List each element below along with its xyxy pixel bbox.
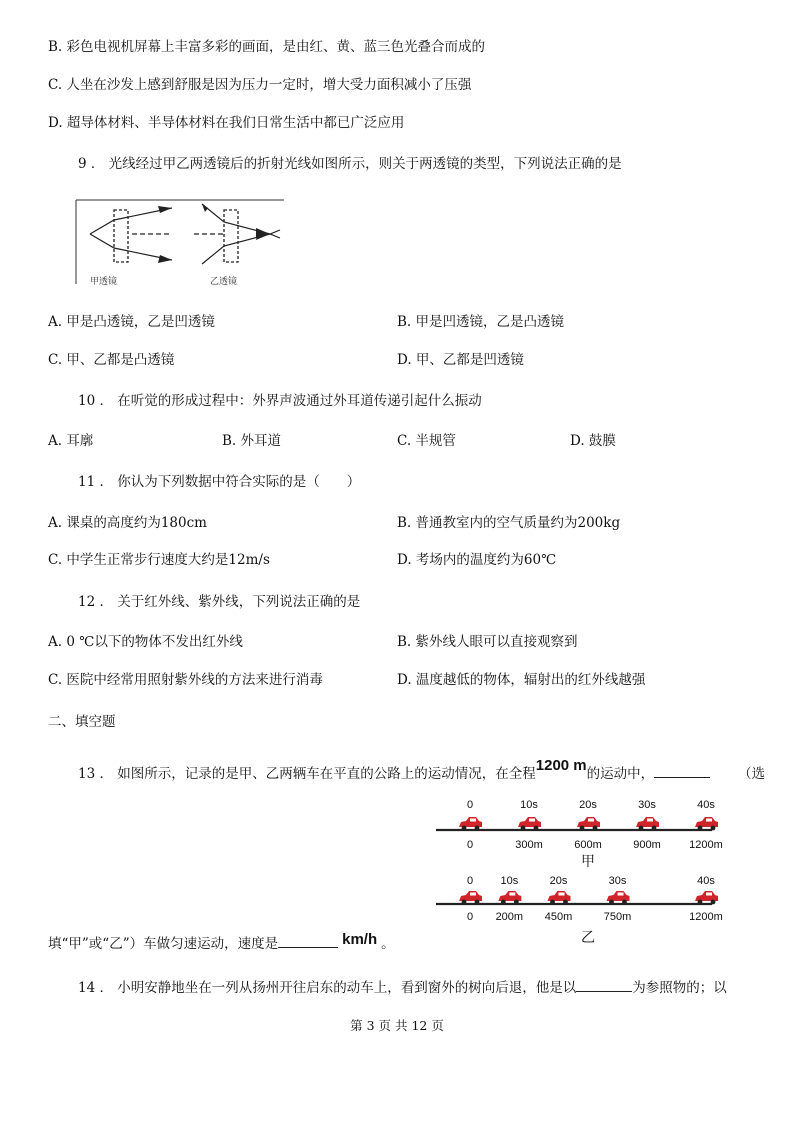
q9-stem: 9 ． 光线经过甲乙两透镜后的折射光线如图所示，则关于两透镜的类型，下列说法正确的是	[78, 156, 622, 172]
q12-stem: 12 ． 关于红外线、紫外线，下列说法正确的是	[78, 594, 361, 610]
q9-option-b: B. 甲是凹透镜，乙是凸透镜	[397, 314, 565, 330]
car-icon	[498, 891, 521, 904]
jia-track	[436, 799, 723, 869]
q14-stem-b: 为参照物的；以	[632, 980, 727, 996]
q13-line2-a: 填“甲”或“乙”）车做匀速运动，速度是	[48, 936, 279, 952]
car-motion-figure	[432, 796, 723, 948]
q9-option-a: A. 甲是凸透镜，乙是凹透镜	[48, 314, 215, 330]
q13-stem-b: 的运动中，	[586, 766, 655, 782]
position-label: 900m	[633, 839, 661, 851]
time-label: 30s	[638, 799, 656, 811]
fig-label-yi: 乙透镜	[210, 276, 238, 286]
track-label: 乙	[581, 929, 595, 945]
car-icon	[695, 817, 718, 830]
q14-stem-a: 14 ． 小明安静地坐在一列从扬州开往启东的动车上，看到窗外的树向后退，他是以	[78, 980, 577, 996]
car-icon	[518, 817, 541, 830]
q12-option-b: B. 紫外线人眼可以直接观察到	[397, 634, 578, 650]
section-title: 二、填空题	[48, 714, 116, 730]
position-label: 200m	[495, 911, 524, 923]
q13-distance: 1200 m	[535, 757, 587, 774]
position-label: 750m	[603, 911, 632, 923]
q11-option-a: A. 课桌的高度约为180cm	[48, 515, 207, 531]
q13-blank-2[interactable]	[278, 934, 338, 948]
q13-stem-line2	[48, 931, 395, 953]
car-icon	[459, 891, 482, 904]
position-label: 450m	[544, 911, 573, 923]
option-c-prev: C. 人坐在沙发上感到舒服是因为压力一定时，增大受力面积减小了压强	[48, 77, 472, 93]
q13-line2-b: 。	[381, 936, 395, 952]
q12-option-a: A. 0 ℃以下的物体不发出红外线	[48, 634, 243, 650]
car-icon	[695, 891, 718, 904]
track-label: 甲	[581, 853, 595, 869]
position-label: 1200m	[689, 911, 723, 923]
time-label: 40s	[697, 799, 715, 811]
q11-option-c: C. 中学生正常步行速度大约是12m/s	[48, 552, 270, 568]
time-label: 20s	[549, 875, 568, 887]
q13-stem-line1	[78, 757, 766, 783]
q13-blank-1[interactable]	[654, 764, 710, 778]
q11-option-b: B. 普通教室内的空气质量约为200kg	[397, 515, 621, 531]
q10-option-c: C. 半规管	[397, 433, 456, 449]
q10-option-a: A. 耳廓	[48, 433, 94, 449]
q14-blank-1[interactable]	[576, 978, 632, 992]
car-icon	[636, 817, 659, 830]
fig-label-jia: 甲透镜	[90, 276, 118, 286]
q12-option-d: D. 温度越低的物体，辐射出的红外线越强	[397, 672, 646, 688]
q10-stem: 10 ． 在听觉的形成过程中：外界声波通过外耳道传递引起什么振动	[78, 393, 482, 409]
option-d-prev: D. 超导体材料、半导体材料在我们日常生活中都已广泛应用	[48, 115, 405, 131]
q10-option-d: D. 鼓膜	[570, 433, 616, 449]
q9-option-c: C. 甲、乙都是凸透镜	[48, 352, 175, 368]
q14-stem	[78, 978, 727, 997]
q9-option-d: D. 甲、乙都是凹透镜	[397, 352, 524, 368]
q13-stem-c: （选	[738, 766, 766, 782]
q12-option-c: C. 医院中经常用照射紫外线的方法来进行消毒	[48, 672, 323, 688]
time-label: 0	[466, 875, 474, 887]
time-label: 10s	[500, 875, 519, 887]
car-icon	[548, 891, 571, 904]
time-label: 40s	[697, 875, 715, 887]
position-label: 0	[466, 911, 474, 923]
page-footer: 第 3 页 共 12 页	[350, 1018, 444, 1033]
q11-stem: 11 ． 你认为下列数据中符合实际的是（ ）	[78, 474, 361, 490]
lens-figure	[74, 198, 288, 292]
time-label: 10s	[520, 799, 538, 811]
position-label: 600m	[574, 839, 602, 851]
position-label: 1200m	[689, 839, 723, 851]
q11-option-d: D. 考场内的温度约为60℃	[397, 552, 557, 568]
option-b-prev: B. 彩色电视机屏幕上丰富多彩的画面，是由红、黄、蓝三色光叠合而成的	[48, 39, 486, 55]
car-icon	[459, 817, 482, 830]
position-label: 0	[466, 839, 474, 851]
q10-option-b: B. 外耳道	[222, 433, 282, 449]
position-label: 300m	[515, 839, 543, 851]
car-icon	[607, 891, 630, 904]
q13-stem-a: 13 ． 如图所示，记录的是甲、乙两辆车在平直的公路上的运动情况，在全程	[78, 766, 536, 782]
time-label: 30s	[608, 875, 627, 887]
yi-track	[436, 875, 723, 945]
time-label: 20s	[579, 799, 597, 811]
car-icon	[577, 817, 600, 830]
q13-unit: km/h	[342, 931, 378, 948]
time-label: 0	[466, 799, 474, 811]
